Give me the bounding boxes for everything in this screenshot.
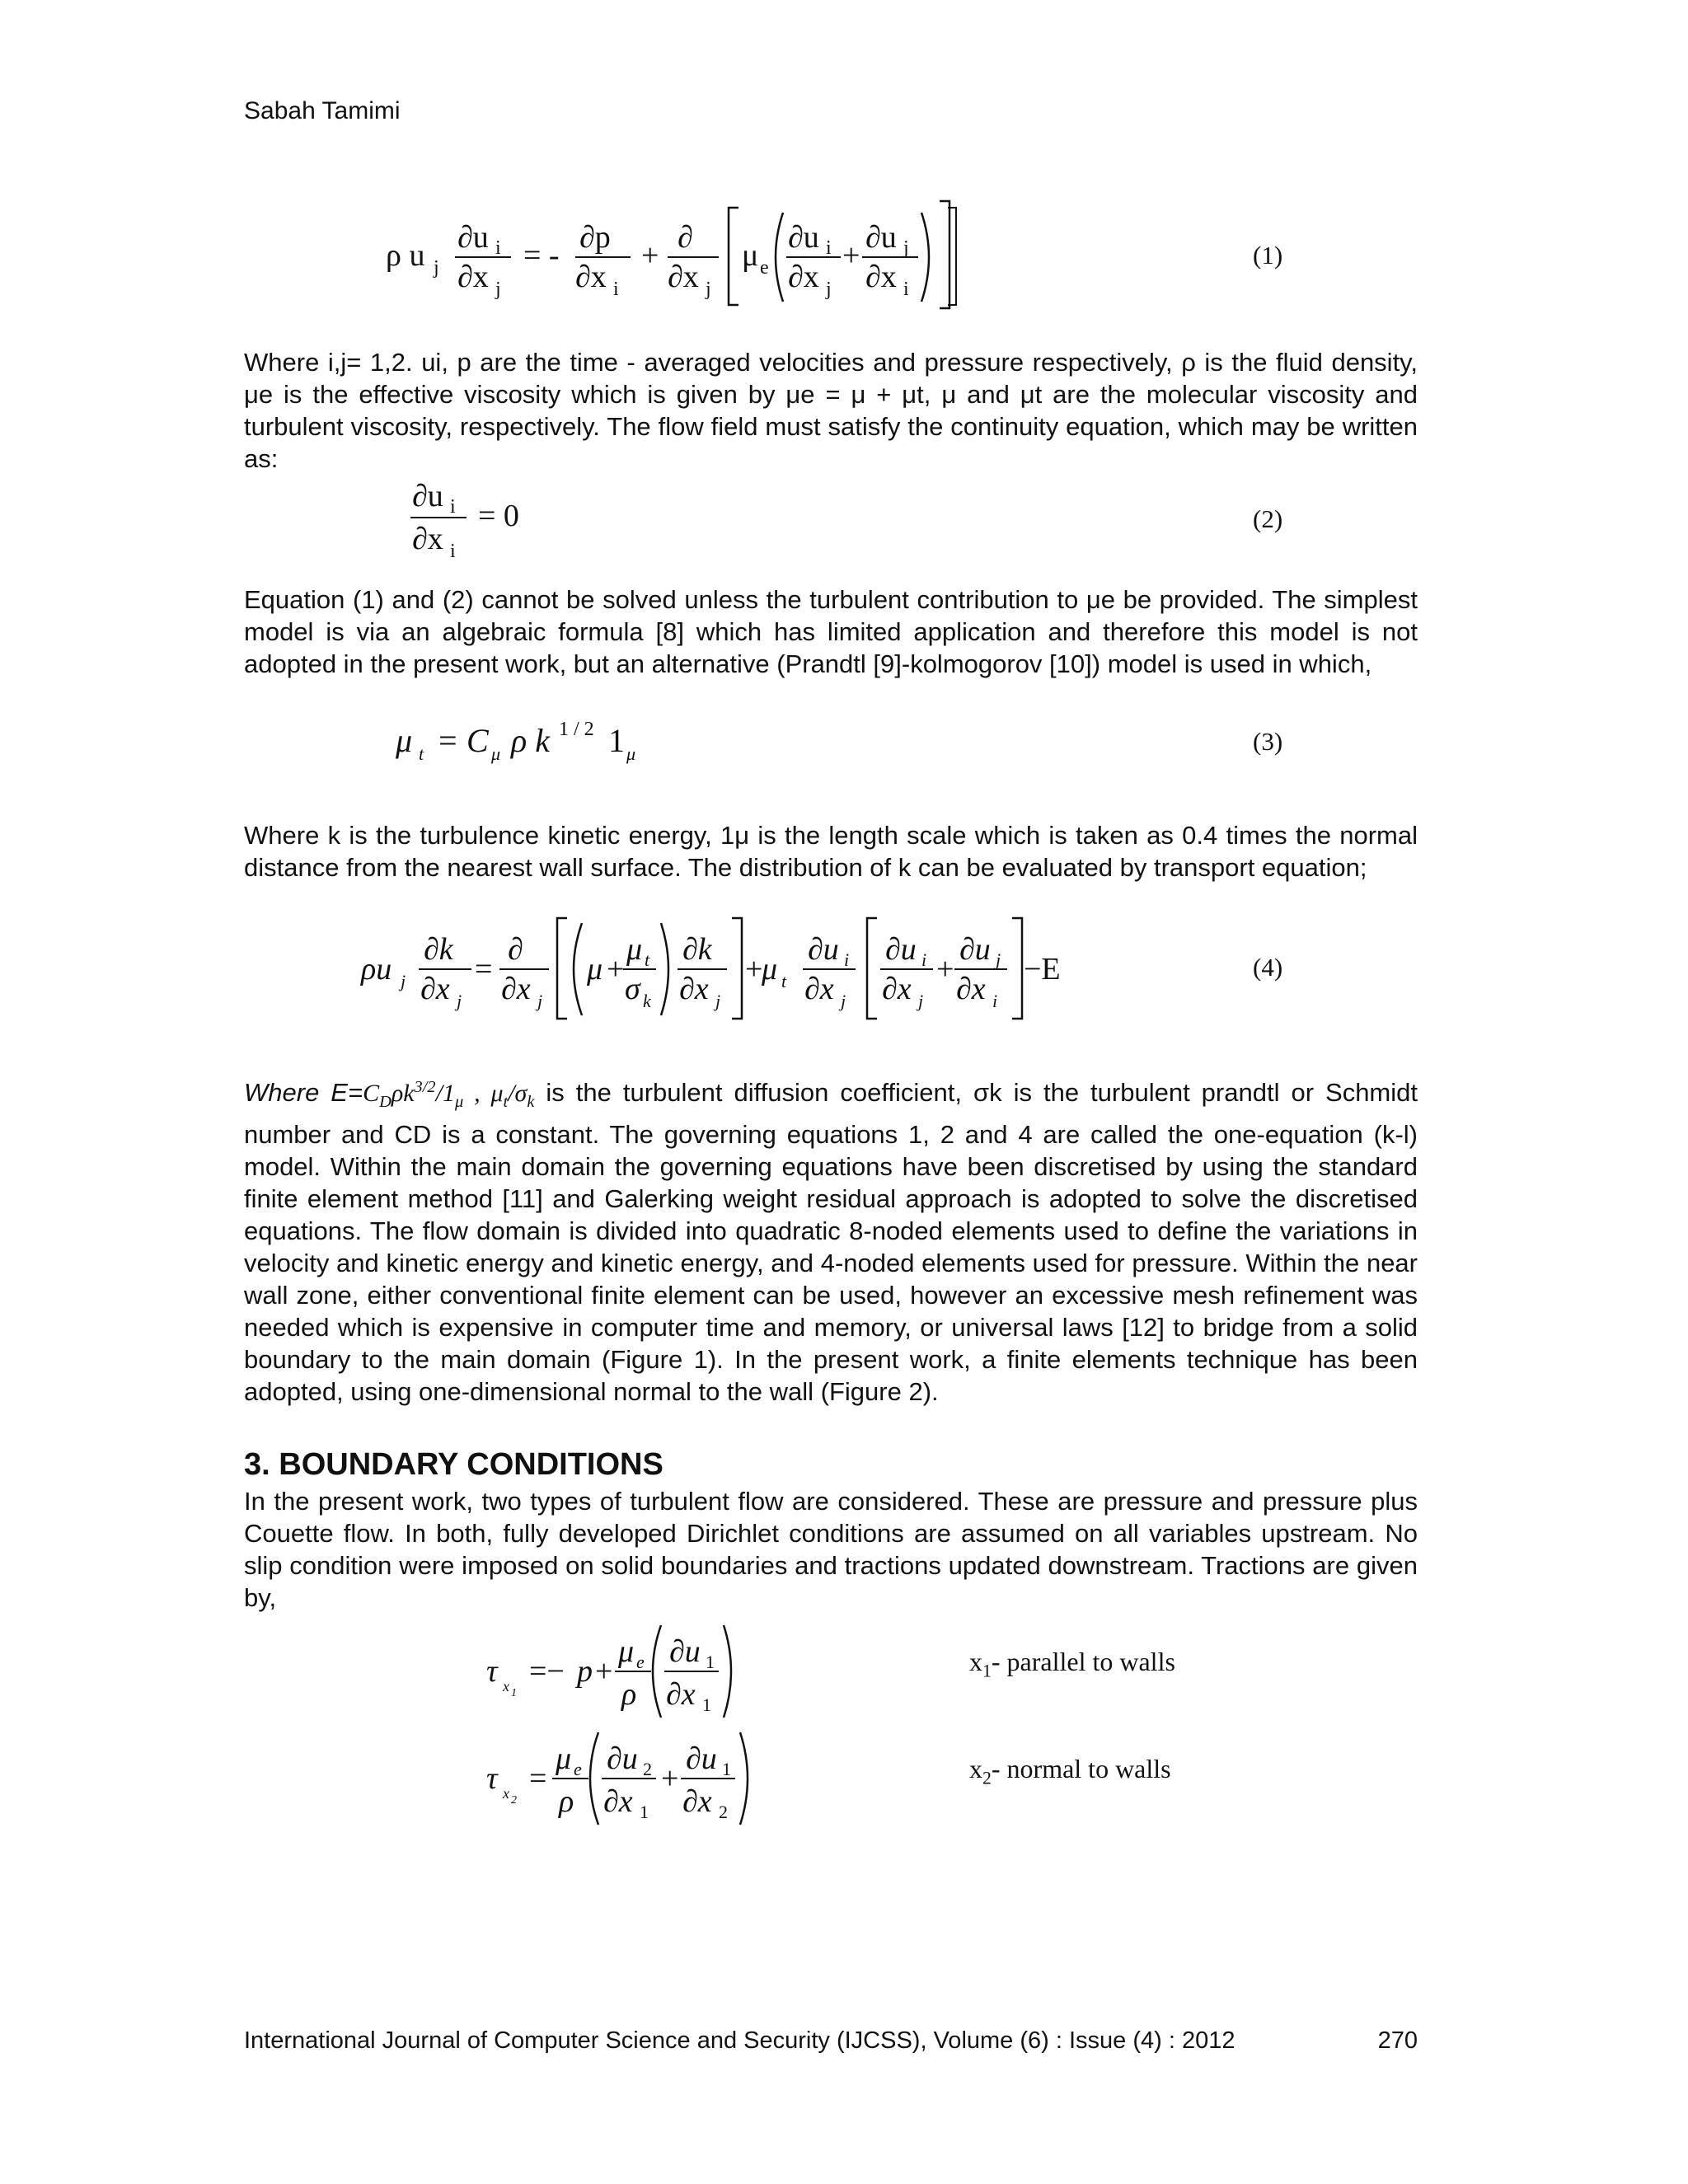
svg-text:∂x: ∂x <box>457 260 489 294</box>
svg-text:ρ u: ρ u <box>386 238 425 273</box>
svg-text:2: 2 <box>511 1794 517 1807</box>
svg-text:j: j <box>401 971 406 991</box>
svg-text:∂x: ∂x <box>412 522 443 556</box>
svg-text:σ: σ <box>625 972 640 1006</box>
svg-text:+: + <box>745 952 763 987</box>
svg-text:∂x: ∂x <box>788 260 819 294</box>
svg-text:τ: τ <box>486 1654 498 1689</box>
paragraph-3: Where k is the turbulence kinetic energy, 1μ is the length scale which is taken as 0.4 times the normal distance from the nearest wall surface. The distribution of k can be evaluated by transport equation; <box>244 821 1418 882</box>
svg-text:1: 1 <box>702 1694 711 1715</box>
equation-traction-x2 <box>478 1726 775 1833</box>
svg-text:i: i <box>613 279 619 300</box>
equation-2 <box>404 473 569 572</box>
svg-text:e: e <box>574 1759 582 1779</box>
equation-4-number: (4) <box>1253 953 1283 982</box>
svg-text:τ: τ <box>486 1761 498 1796</box>
svg-text:∂k: ∂k <box>424 932 453 967</box>
svg-text:∂u: ∂u <box>788 220 819 255</box>
equation-3-number: (3) <box>1253 727 1283 756</box>
svg-text:∂x: ∂x <box>865 260 897 294</box>
svg-text:j: j <box>996 949 1001 970</box>
equation-4 <box>354 912 1061 1027</box>
paragraph-5: In the present work, two types of turbulent flow are considered. These are pressure and pressure plus Couette flow. In both, fully developed Dirichlet conditions are assumed on all variables upstream. No slip condition were imposed on solid boundaries and tractions updated downstream. Tractions are given by, <box>244 1487 1418 1612</box>
svg-text:∂u: ∂u <box>412 479 443 513</box>
svg-text:μ: μ <box>762 952 778 987</box>
section-heading: 3. BOUNDARY CONDITIONS <box>244 1447 663 1482</box>
svg-text:j: j <box>457 991 462 1011</box>
svg-text:x: x <box>503 1678 509 1694</box>
svg-text:=: = <box>529 1761 547 1796</box>
svg-text:i: i <box>450 496 456 518</box>
svg-text:+: + <box>842 238 860 273</box>
svg-text:j: j <box>537 991 543 1011</box>
paragraph-4 <box>244 1071 1418 1408</box>
svg-text:∂p: ∂p <box>579 220 611 255</box>
x2-note: $x_2-$ normal to walls <box>969 1754 1171 1788</box>
svg-text:j: j <box>434 257 439 279</box>
svg-text:1 / 2: 1 / 2 <box>559 719 594 740</box>
svg-text:j: j <box>841 991 846 1011</box>
svg-text:j: j <box>826 279 832 300</box>
svg-text:ρu: ρu <box>361 952 392 987</box>
svg-text:+: + <box>661 1761 679 1796</box>
svg-text:μ: μ <box>396 722 413 759</box>
svg-text:j: j <box>715 991 721 1011</box>
svg-text:μ: μ <box>626 932 643 967</box>
svg-text:=−: =− <box>529 1654 565 1689</box>
svg-text:i: i <box>450 541 456 562</box>
svg-text:μ: μ <box>556 1741 572 1776</box>
svg-text:=: = <box>475 952 493 987</box>
svg-text:+: + <box>936 952 954 987</box>
svg-text:C: C <box>467 722 489 759</box>
page-number: 270 <box>1377 2027 1418 2054</box>
svg-text:∂u: ∂u <box>808 932 839 967</box>
equation-3 <box>387 709 684 775</box>
svg-text:i: i <box>992 991 998 1011</box>
svg-text:∂: ∂ <box>678 220 693 255</box>
svg-text:∂x: ∂x <box>420 972 450 1006</box>
svg-text:∂u: ∂u <box>885 932 917 967</box>
paragraph-4-text: is the turbulent diffusion coefficient, σk is the turbulent prandtl or Schmidt number and CD is a constant. The governing equations 1, 2 and 4 are called the one-equation (k-l) model. Within the main domain the governing equations have been discretised by using the standard finite element method [11] and Galerking weight residual approach is adopted to solve the discretised equations. The flow domain is divided into quadratic 8-noded elements used to define the variations in velocity and kinetic energy and kinetic energy, and 4-noded elements used for pressure. Within the near wall zone, either conventional finite element can be used, however an excessive mesh refinement was needed which is expensive in computer time and memory, or universal laws [12] to bridge from a solid boundary to the main domain (Figure 1). In the present work, a finite elements technique has been adopted, using one-dimensional normal to the wall (Figure 2). <box>244 1078 1418 1406</box>
paragraph-2: Equation (1) and (2) cannot be solved unless the turbulent contribution to μe be provided. The simplest model is via an algebraic formula [8] which has limited application and therefore this model is not adopted in the present work, but an alternative (Prandtl [9]-kolmogorov [10]) model is used in which, <box>244 585 1418 678</box>
svg-text:∂x: ∂x <box>956 972 986 1006</box>
svg-text:i: i <box>903 279 909 300</box>
svg-text:∂x: ∂x <box>682 1784 712 1819</box>
svg-text:t: t <box>419 743 424 764</box>
paragraph-4-lead: Where E= <box>244 1078 363 1107</box>
svg-text:=: = <box>438 722 457 759</box>
footer-journal: International Journal of Computer Science and Security (IJCSS), Volume (6) : Issue (4) : 2012 <box>244 2027 1236 2054</box>
svg-text:+: + <box>607 952 625 987</box>
svg-text:1: 1 <box>511 1687 517 1699</box>
running-header: Sabah Tamimi <box>244 97 401 124</box>
svg-text:μ: μ <box>491 743 501 764</box>
svg-text:2: 2 <box>719 1802 728 1822</box>
svg-text:∂u: ∂u <box>959 932 991 967</box>
svg-text:j: j <box>918 991 924 1011</box>
svg-text:∂x: ∂x <box>575 260 607 294</box>
svg-text:μ: μ <box>587 952 603 987</box>
x1-note: $x_1-$ parallel to walls <box>969 1647 1175 1681</box>
svg-text:1: 1 <box>608 722 625 759</box>
svg-text:i: i <box>826 237 832 259</box>
svg-text:∂u: ∂u <box>865 220 897 255</box>
equation-2-number: (2) <box>1253 504 1283 533</box>
equation-traction-x1 <box>478 1619 758 1726</box>
svg-text:−E: −E <box>1024 952 1061 987</box>
svg-text:∂x: ∂x <box>501 972 531 1006</box>
svg-text:∂k: ∂k <box>682 932 712 967</box>
svg-text:+: + <box>595 1654 613 1689</box>
svg-text:j: j <box>903 237 909 259</box>
svg-text:∂u: ∂u <box>686 1741 717 1776</box>
svg-text:i: i <box>921 949 927 970</box>
footer <box>244 2027 1418 2055</box>
svg-text:ρ: ρ <box>559 1784 574 1819</box>
svg-text:2: 2 <box>643 1759 652 1779</box>
svg-text:i: i <box>844 949 850 970</box>
svg-text:k: k <box>643 991 651 1011</box>
svg-text:∂u: ∂u <box>669 1634 701 1669</box>
svg-text:∂x: ∂x <box>666 1677 696 1712</box>
svg-text:i: i <box>495 237 501 259</box>
svg-text:t: t <box>645 949 650 970</box>
svg-text:μ: μ <box>742 238 759 273</box>
svg-text:∂x: ∂x <box>668 260 699 294</box>
svg-text:e: e <box>760 257 769 279</box>
svg-text:e: e <box>636 1652 645 1672</box>
svg-text:1: 1 <box>706 1652 715 1672</box>
svg-text:x: x <box>503 1785 509 1802</box>
svg-text:j: j <box>706 279 711 300</box>
equation-1-number: (1) <box>1253 241 1283 269</box>
svg-text:ρ k: ρ k <box>511 722 550 759</box>
svg-text:∂x: ∂x <box>679 972 709 1006</box>
svg-text:μ: μ <box>626 743 636 764</box>
svg-text:∂x: ∂x <box>882 972 912 1006</box>
equation-1 <box>379 198 973 313</box>
svg-text:μ: μ <box>618 1634 635 1669</box>
svg-text:∂u: ∂u <box>457 220 489 255</box>
inline-e-formula: $C_D\rho k^{3/2}/1_\mu$ , $\mu_t/\sigma_k$ <box>363 1078 535 1111</box>
svg-text:∂x: ∂x <box>804 972 834 1006</box>
svg-text:+: + <box>641 238 659 273</box>
svg-text:p: p <box>577 1654 593 1689</box>
svg-text:1: 1 <box>640 1802 649 1822</box>
svg-text:= -: = - <box>523 238 560 273</box>
paragraph-1: Where i,j= 1,2. ui, p are the time - averaged velocities and pressure respectively, ρ is the fluid density, μe is the effective viscosity which is given by μe = μ + μt, μ and μt are the molecular viscosity and turbulent viscosity, respectively. The flow field must satisfy the continuity equation, which may be written as: <box>244 348 1418 473</box>
svg-text:t: t <box>781 971 787 991</box>
svg-text:ρ: ρ <box>621 1677 637 1712</box>
svg-text:1: 1 <box>722 1759 731 1779</box>
svg-text:= 0: = 0 <box>478 499 519 533</box>
svg-text:j: j <box>495 279 501 300</box>
svg-text:∂x: ∂x <box>603 1784 633 1819</box>
svg-text:∂: ∂ <box>508 932 523 967</box>
svg-text:∂u: ∂u <box>607 1741 638 1776</box>
